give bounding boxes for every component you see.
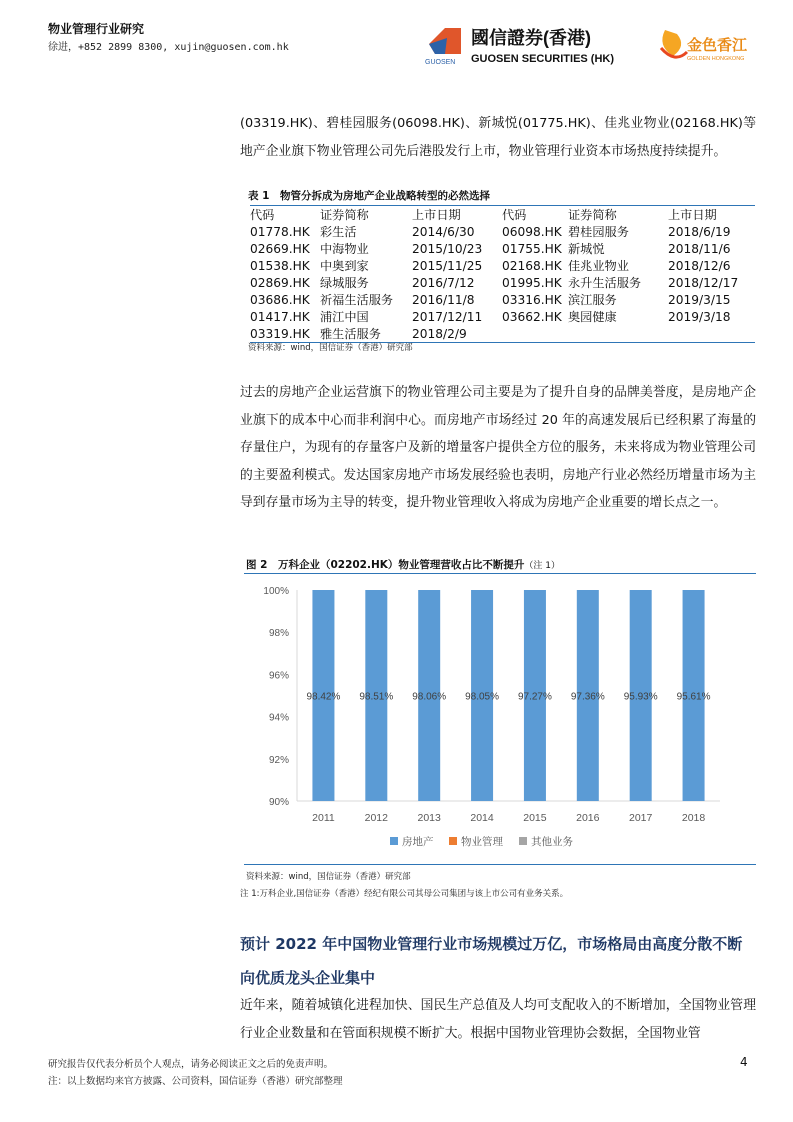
- header-cell: 代码: [250, 208, 275, 222]
- svg-text:GOLDEN HONGKONG: GOLDEN HONGKONG: [687, 56, 745, 62]
- y-tick-label: 92%: [268, 754, 289, 766]
- analyst-contact: 徐进，+852 2899 8300, xujin@guosen.com.hk: [48, 42, 289, 53]
- body-paragraph: 过去的房地产企业运营旗下的物业管理公司主要是为了提升自身的品牌美誉度，是房地产企业旗下的成本中心而非利润中心。而房地产市场经过 20 年的高速发展后已经积累了海量的存量住户，为现有的存量客户及新的增量客户提供全方位的服务，未来将成为物业管理公司的主要盈利模式。发达国家房地产市场发展经验也表明，房地产行业必然经历增量市场为主导到存量市场为主导的转变，提升物业管理收入将成为房地产企业重要的增长点之一。: [240, 385, 756, 510]
- legend-label: 物业管理: [461, 836, 503, 848]
- table-cell: 彩生活: [320, 225, 357, 239]
- figure-source: 资料来源：wind，国信证券（香港）研究部: [246, 872, 411, 882]
- x-tick-label: 2013: [417, 812, 441, 824]
- data-label: 95.61%: [676, 691, 711, 703]
- table-cell: 绿城服务: [320, 276, 369, 290]
- x-tick-label: 2015: [523, 812, 547, 824]
- figure-bottom-rule: [244, 864, 756, 865]
- stacked-bar-chart: [230, 575, 750, 865]
- header-cell: 上市日期: [412, 208, 461, 222]
- svg-text:GUOSEN SECURITIES (HK): GUOSEN SECURITIES (HK): [471, 53, 615, 65]
- table-cell: 碧桂园服务: [568, 225, 629, 239]
- header-cell: 证券简称: [320, 208, 369, 222]
- figure-top-rule: [244, 573, 756, 574]
- data-label: 98.51%: [359, 691, 394, 703]
- table-cell: 03686.HK: [250, 292, 310, 307]
- table-cell: 祈福生活服务: [320, 293, 394, 307]
- x-tick-label: 2011: [312, 812, 335, 824]
- legend-swatch: [449, 837, 457, 845]
- company-logo: [425, 24, 765, 66]
- table-cell: 中奥到家: [320, 259, 369, 273]
- table-cell: 2016/7/12: [412, 275, 475, 290]
- y-tick-label: 100%: [263, 586, 289, 597]
- guosen-logo-icon: [425, 24, 765, 66]
- table-cell: 02669.HK: [250, 241, 310, 256]
- svg-text:GUOSEN: GUOSEN: [425, 59, 456, 66]
- intro-paragraph: (03319.HK)、碧桂园服务(06098.HK)、新城悦(01775.HK)、佳兆业物业(02168.HK)等地产企业旗下物业管理公司先后港股发行上市，物业管理行业资本市场热度持续提升。: [240, 116, 756, 159]
- table-cell: 2018/12/6: [668, 258, 731, 273]
- table-cell: 01755.HK: [502, 241, 562, 256]
- figure-title: 图 2 万科企业（02202.HK）物业管理营收占比不断提升: [246, 559, 525, 571]
- table-cell: 2018/11/6: [668, 241, 731, 256]
- table-cell: 2018/12/17: [668, 275, 739, 290]
- report-category: 物业管理行业研究: [48, 22, 145, 36]
- data-label: 98.06%: [412, 691, 447, 703]
- legend-label: 其他业务: [531, 836, 573, 848]
- ipo-table: [250, 205, 755, 343]
- table-cell: 01417.HK: [250, 309, 310, 324]
- figure-note-ref: （注 1）: [524, 561, 560, 571]
- data-label: 97.36%: [570, 691, 605, 703]
- table-cell: 2017/12/11: [412, 309, 483, 324]
- table-cell: 新城悦: [568, 242, 605, 256]
- table-row: [250, 257, 755, 274]
- data-label: 95.93%: [623, 691, 658, 703]
- legend-swatch: [390, 837, 398, 845]
- table-cell: 浦江中国: [320, 310, 369, 324]
- table-cell: 2018/6/19: [668, 224, 731, 239]
- y-tick-label: 98%: [268, 628, 289, 640]
- table-cell: 佳兆业物业: [568, 259, 629, 273]
- table-header-row: [250, 206, 755, 223]
- y-tick-label: 96%: [268, 670, 289, 682]
- data-label: 98.42%: [306, 691, 341, 703]
- body-paragraph: 近年来，随着城镇化进程加快、国民生产总值及人均可支配收入的不断增加，全国物业管理行业企业数量和在管面积规模不断扩大。根据中国物业管理协会数据，全国物业管: [240, 998, 756, 1041]
- svg-text:金色香江: 金色香江: [687, 37, 748, 54]
- y-tick-label: 94%: [268, 712, 289, 724]
- table-cell: 01538.HK: [250, 258, 310, 273]
- x-tick-label: 2018: [681, 812, 706, 824]
- header-cell: 上市日期: [668, 208, 717, 222]
- table-row: [250, 223, 755, 240]
- legend-swatch: [519, 837, 527, 845]
- table-source: 资料来源：wind，国信证券（香港）研究部: [248, 343, 413, 353]
- table-row: [250, 240, 755, 257]
- table-cell: 01995.HK: [502, 275, 562, 290]
- table-cell: 2019/3/18: [668, 309, 731, 324]
- table-cell: 中海物业: [320, 242, 369, 256]
- table-cell: 2016/11/8: [412, 292, 475, 307]
- table-cell: 雅生活服务: [320, 327, 381, 341]
- data-label: 97.27%: [517, 691, 552, 703]
- table-cell: 2019/3/15: [668, 292, 731, 307]
- header-cell: 代码: [502, 208, 527, 222]
- x-tick-label: 2016: [576, 812, 600, 824]
- table-cell: 2014/6/30: [412, 224, 475, 239]
- footer-disclaimer: 研究报告仅代表分析员个人观点，请务必阅读正文之后的免责声明。: [48, 1059, 334, 1070]
- table-cell: 06098.HK: [502, 224, 562, 239]
- table-cell: 02869.HK: [250, 275, 310, 290]
- table-cell: 2015/11/25: [412, 258, 483, 273]
- table-cell: 永升生活服务: [568, 276, 642, 290]
- footer-note: 注：以上数据均来官方披露、公司资料，国信证券（香港）研究部整理: [48, 1076, 343, 1087]
- legend-label: 房地产: [402, 836, 434, 848]
- table-caption: 表 1 物管分拆成为房地产企业战略转型的必然选择: [248, 190, 490, 202]
- figure-footnote: 注 1:万科企业,国信证券（香港）经纪有限公司其母公司集团与该上市公司有业务关系。: [240, 889, 569, 899]
- x-tick-label: 2017: [629, 812, 653, 824]
- table-cell: 03662.HK: [502, 309, 562, 324]
- x-tick-label: 2012: [364, 812, 388, 824]
- table-row: [250, 274, 755, 291]
- table-cell: 03316.HK: [502, 292, 562, 307]
- table-cell: 2018/2/9: [412, 326, 467, 341]
- table-cell: [568, 325, 668, 342]
- y-tick-label: 90%: [268, 797, 289, 808]
- header-cell: 证券简称: [568, 208, 617, 222]
- table-cell: 奥园健康: [568, 310, 617, 324]
- x-tick-label: 2014: [470, 812, 494, 824]
- table-cell: 2015/10/23: [412, 241, 483, 256]
- table-cell: 01778.HK: [250, 224, 310, 239]
- table-row: [250, 308, 755, 325]
- table-cell: 02168.HK: [502, 258, 562, 273]
- data-label: 98.05%: [465, 691, 500, 703]
- table-cell: [502, 325, 568, 342]
- svg-text:國信證券(香港): 國信證券(香港): [471, 28, 591, 48]
- figure-caption: [246, 557, 560, 572]
- table-cell: 03319.HK: [250, 326, 310, 341]
- table-cell: 滨江服务: [568, 293, 617, 307]
- section-heading: 预计 2022 年中国物业管理行业市场规模过万亿，市场格局由高度分散不断向优质龙头企业集中: [240, 935, 743, 987]
- table-row: [250, 325, 755, 342]
- table-row: [250, 291, 755, 308]
- page-number: 4: [740, 1055, 748, 1069]
- table-cell: [668, 325, 755, 342]
